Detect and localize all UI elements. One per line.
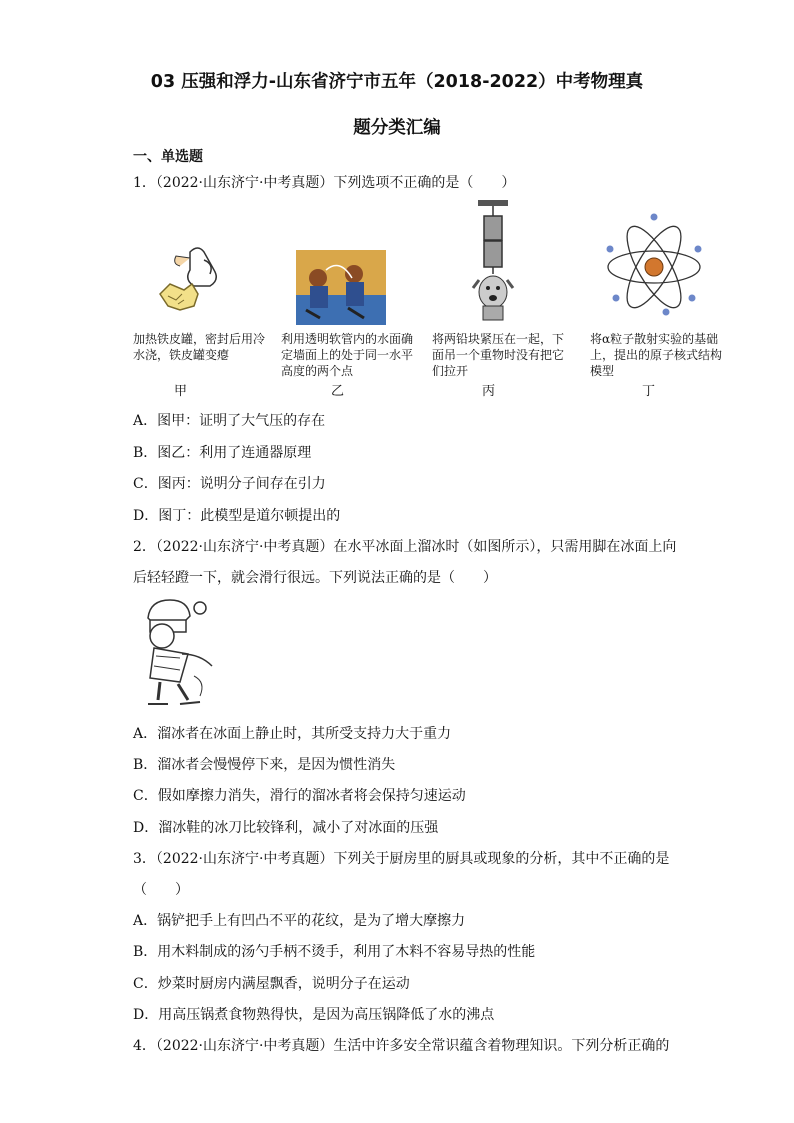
document-title-line-2: 题分类汇编 [353,118,441,138]
q3-option-b: B．用木料制成的汤勺手柄不烫手，利用了木料不容易导热的性能 [133,944,536,960]
figure-caption-yi: 利用透明软管内的水面确定墙面上的处于同一水平高度的两个点 [281,332,414,378]
q1-option-b: B．图乙：利用了连通器原理 [133,445,312,461]
skater-figure [134,596,224,714]
figure-label-ding: 丁 [642,384,656,399]
q2-option-d: D．溜冰鞋的冰刀比较锋利，减小了对冰面的压强 [133,820,439,836]
figure-label-bing: 丙 [482,384,496,399]
q2-stem-line-2: 后轻轻蹬一下，就会滑行很远。下列说法正确的是（ ） [133,570,497,586]
document-title-line-1: 03 压强和浮力-山东省济宁市五年（2018-2022）中考物理真 [150,72,644,92]
hose-kids-figure [296,250,386,325]
figure-caption-ding: 将α粒子散射实验的基础上，提出的原子核式结构模型 [590,332,723,378]
q2-option-a: A．溜冰者在冰面上静止时，其所受支持力大于重力 [133,726,452,742]
q1-option-c: C．图丙：说明分子间存在引力 [133,476,326,492]
section-heading: 一、单选题 [133,149,203,165]
q1-option-d: D．图丁：此模型是道尔顿提出的 [133,508,341,524]
figure-caption-bing: 将两铅块紧压在一起，下面吊一个重物时没有把它们拉开 [432,332,565,378]
q2-option-b: B．溜冰者会慢慢停下来，是因为惯性消失 [133,757,396,773]
q3-option-d: D．用高压锅煮食物熟得快，是因为高压锅降低了水的沸点 [133,1007,495,1023]
q3-option-c: C．炒菜时厨房内满屋飘香，说明分子在运动 [133,976,410,992]
q2-option-c: C．假如摩擦力消失，滑行的溜冰者将会保持匀速运动 [133,788,466,804]
lead-blocks-figure [468,200,518,325]
figure-label-jia: 甲 [174,384,188,399]
q3-option-a: A．锅铲把手上有凹凸不平的花纹，是为了增大摩擦力 [133,913,466,929]
q1-stem: 1．（2022·山东济宁·中考真题）下列选项不正确的是（ ） [133,175,516,191]
q3-stem-line-2: （ ） [133,882,189,898]
figure-caption-jia: 加热铁皮罐，密封后用冷水浇，铁皮罐变瘪 [133,332,266,362]
q2-stem-line-1: 2．（2022·山东济宁·中考真题）在水平冰面上溜冰时（如图所示），只需用脚在冰面上向 [133,539,677,555]
q3-stem-line-1: 3．（2022·山东济宁·中考真题）下列关于厨房里的厨具或现象的分析，其中不正确的是 [133,851,670,867]
q4-stem-line-1: 4．（2022·山东济宁·中考真题）生活中许多安全常识蕴含着物理知识。下列分析正确的 [133,1038,670,1054]
kettle-can-figure [150,240,240,320]
atom-model-figure [604,212,704,322]
figure-label-yi: 乙 [331,384,345,399]
q1-option-a: A．图甲：证明了大气压的存在 [133,413,326,429]
